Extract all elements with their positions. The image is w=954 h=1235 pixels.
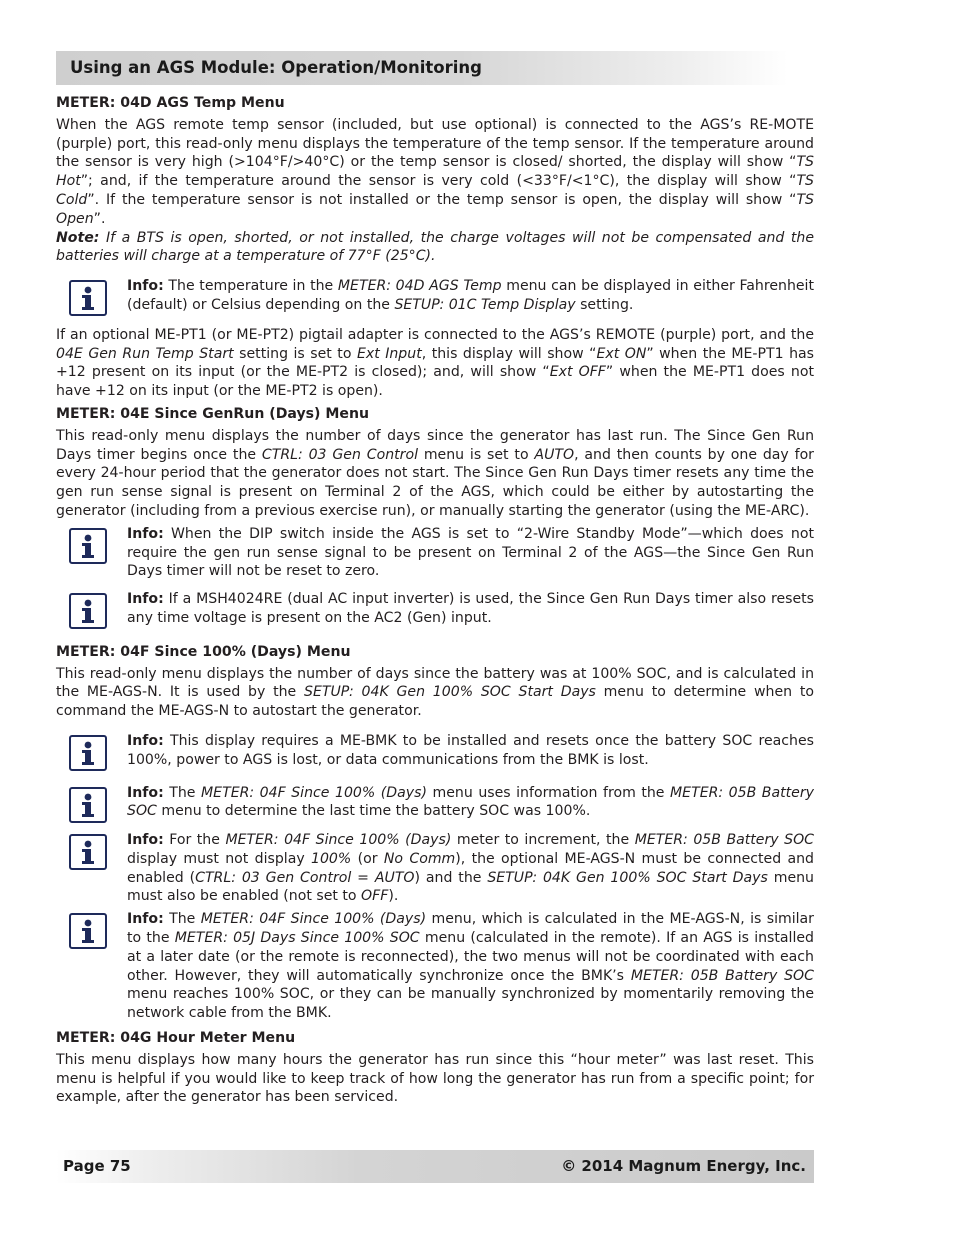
info-icon	[69, 528, 107, 564]
info-block-04f-sync	[56, 910, 814, 1023]
info-block-04f-increment	[56, 831, 814, 906]
paragraph-04g-1: This menu displays how many hours the generator has run since this “hour meter” was last reset. This menu is helpful if you would like to keep track of how long the generator has run from a specific point; for example, after the generator has been serviced.	[56, 1051, 814, 1106]
info-icon	[69, 913, 107, 949]
copyright-notice: © 2014 Magnum Energy, Inc.	[561, 1157, 806, 1175]
paragraph-04f-1: This read-only menu displays the number of days since the battery was at 100% SOC, and is calculated in the ME-AGS-N. It is used by the SETUP: 04K Gen 100% SOC Start Days menu to determine when to command the ME-AGS-N to autostart the generator.	[56, 665, 814, 720]
info-icon	[69, 787, 107, 823]
paragraph-04e-1: This read-only menu displays the number of days since the generator has last run. The Since Gen Run Days timer begins once the CTRL: 03 Gen Control menu is set to AUTO, and then counts by one day for every 24-hour period that the generator does not start. The Since Gen Run Days timer resets any time the gen run sense signal is present on Terminal 2 of the AGS, which could be either by autostarting the generator (including from a previous exercise run), or manually starting the generator (using the ME-ARC).	[56, 427, 814, 519]
info-text: Info: If a MSH4024RE (dual AC input inverter) is used, the Since Gen Run Days timer also resets any time voltage is present on the AC2 (Gen) input.	[127, 591, 814, 626]
note-04d: Note: If a BTS is open, shorted, or not installed, the charge voltages will not be compensated and the batteries will charge at a temperature of 77°F (25°C).	[56, 229, 814, 265]
heading-04g: METER: 04G Hour Meter Menu	[56, 1030, 296, 1047]
section-header-title: Using an AGS Module: Operation/Monitoring	[70, 58, 482, 77]
info-text: Info: The temperature in the METER: 04D AGS Temp menu can be displayed in either Fahrenheit (default) or Celsius depending on the SETUP: 01C Temp Display setting.	[127, 278, 814, 313]
info-icon	[69, 280, 107, 316]
info-block-04f-soc	[56, 784, 814, 822]
heading-04f: METER: 04F Since 100% (Days) Menu	[56, 643, 351, 660]
info-block-04f-bmk	[56, 732, 814, 770]
section-header-band	[56, 51, 788, 85]
info-text: Info: For the METER: 04F Since 100% (Days) meter to increment, the METER: 05B Battery SOC display must not display 100% (or No Comm), the optional ME-AGS-N must be connected and enabled (CTRL: 03 Gen Control = AUTO) and the SETUP: 04K Gen 100% SOC Start Days menu must also be enabled (not set to OFF).	[127, 832, 814, 905]
page-number: Page 75	[63, 1157, 131, 1175]
heading-04e: METER: 04E Since GenRun (Days) Menu	[56, 405, 370, 422]
info-block-04e-dip	[56, 525, 814, 581]
info-text: Info: The METER: 04F Since 100% (Days) menu uses information from the METER: 05B Battery SOC menu to determine the last time the battery SOC was 100%.	[127, 784, 814, 820]
paragraph-04d-2: If an optional ME-PT1 (or ME-PT2) pigtail adapter is connected to the AGS’s REMOTE (purple) port, and the 04E Gen Run Temp Start setting is set to Ext Input, this display will show “Ext ON” when the ME-PT1 has +12 present on its input (or the ME-PT2 is closed); and, will show “Ext OFF” when the ME-PT1 does not have +12 on its input (or the ME-PT2 is open).	[56, 326, 814, 400]
info-icon	[69, 593, 107, 629]
info-icon	[69, 735, 107, 771]
info-block-04e-msh	[56, 590, 814, 628]
info-text: Info: When the DIP switch inside the AGS is set to “2-Wire Standby Mode”—which does not require the gen run sense signal to be present on Terminal 2 of the AGS—the Since Gen Run Days timer will not be reset to zero.	[127, 525, 814, 580]
paragraph-04d-1: When the AGS remote temp sensor (included, but use optional) is connected to the AGS’s RE-MOTE (purple) port, this read-only menu displays the temperature of the temp sensor. If the temperature around the sensor is very high (>104°F/>40°C) or the temp sensor is closed/ shorted, the display will show “TS Hot”; and, if the temperature around the sensor is very cold (<33°F/<1°C), the display will show “TS Cold”. If the temperature sensor is not installed or the temp sensor is open, the display will show “TS Open”.	[56, 116, 814, 227]
page-content	[56, 94, 814, 1107]
heading-04d: METER: 04D AGS Temp Menu	[56, 95, 285, 111]
info-text: Info: This display requires a ME-BMK to be installed and resets once the battery SOC reaches 100%, power to AGS is lost, or data communications from the BMK is lost.	[127, 732, 814, 768]
info-icon	[69, 834, 107, 870]
footer-band	[56, 1150, 814, 1183]
info-text: Info: The METER: 04F Since 100% (Days) menu, which is calculated in the ME-AGS-N, is similar to the METER: 05J Days Since 100% SOC menu (calculated in the remote). If an AGS is installed at a later date (or the remote is reconnected), the two menus will not be coordinated with each other. However, they will automatically synchronize once the BMK’s METER: 05B Battery SOC menu reaches 100% SOC, or they can be manually synchronized by momentarily removing the network cable from the BMK.	[127, 911, 814, 1022]
info-block-04d-temp	[56, 277, 814, 315]
